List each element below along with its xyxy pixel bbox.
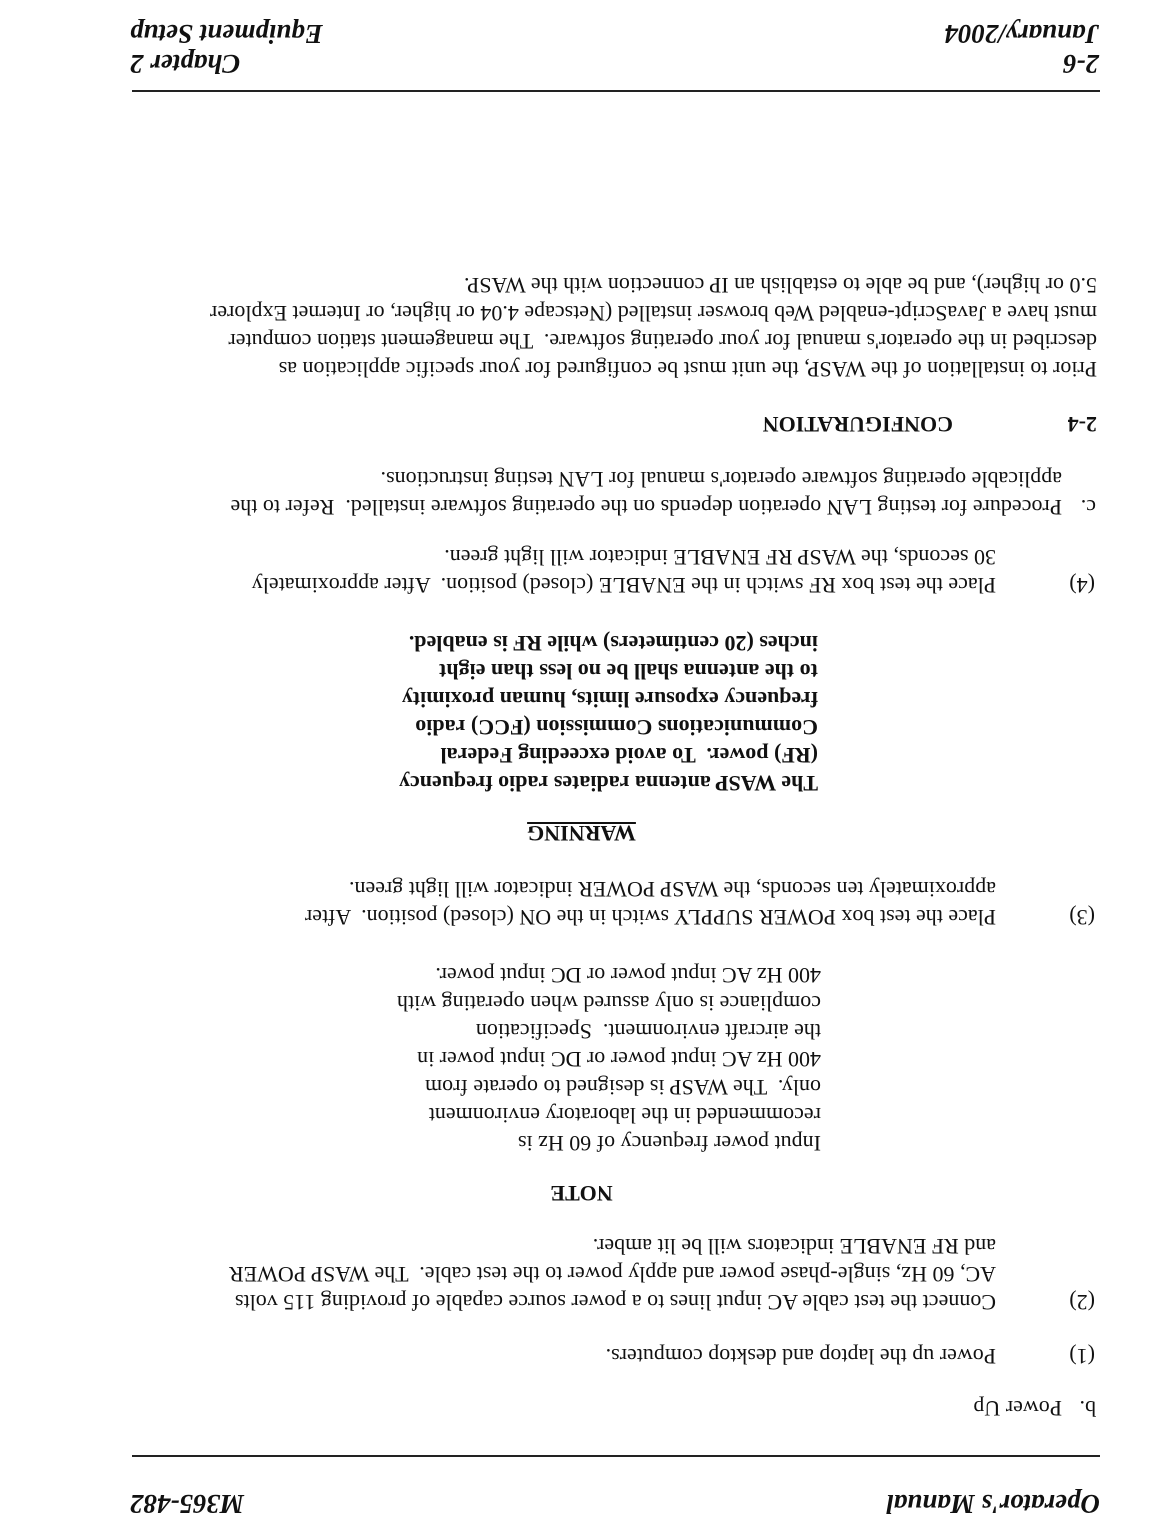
header-rule xyxy=(132,1455,1100,1457)
note-text-line: the aircraft environment. Specification xyxy=(475,1019,821,1044)
configuration-text-line: 5.0 or higher), and be able to establish an IP connection with the WASP. xyxy=(464,273,1097,298)
step-text-line: Connect the test cable AC input lines to a power source capable of providing 115 volts xyxy=(234,1290,996,1315)
step-text-line: 30 seconds, the WASP RF ENABLE indicator will light green. xyxy=(444,545,996,570)
step-text-line: AC, 60 Hz, single-phase power and apply power to the test cable. The WASP POWER xyxy=(228,1262,996,1287)
step-text-line: approximately ten seconds, the WASP POWER indicator will light green. xyxy=(348,877,996,902)
step-number: (1) xyxy=(1069,1344,1095,1369)
configuration-text-line: Prior to installation of the WASP, the unit must be configured for your specific application as xyxy=(278,357,1097,382)
warning-text-line: frequency exposure limits, human proximity xyxy=(401,687,818,712)
section-number: 2-4 xyxy=(1067,412,1097,437)
note-text-line: 400 Hz AC input power or DC input power. xyxy=(435,963,821,988)
step-text-line: and RF ENABLE indicators will be lit amber. xyxy=(592,1234,996,1259)
warning-text-line: inches (20 centimeters) while RF is enabled. xyxy=(408,631,818,656)
warning-text-line: The WASP antenna radiates radio frequency xyxy=(398,771,818,796)
section-title-power-up: Power Up xyxy=(973,1396,1062,1421)
header-manual-title: Operator's Manual xyxy=(886,1489,1100,1519)
step-number: (4) xyxy=(1069,573,1095,598)
warning-title: WARNING xyxy=(527,821,636,846)
note-title: NOTE xyxy=(550,1181,613,1206)
step-text-line: Place the test box RF switch in the ENABLE (closed) position. After approximately xyxy=(251,573,996,598)
configuration-text-line: must have a JavaScript-enabled Web browser installed (Netscape 4.04 or higher, or Internet Explorer xyxy=(209,301,1097,326)
note-text-line: Input power frequency of 60 Hz is xyxy=(517,1131,821,1156)
section-marker-c: c. xyxy=(1080,495,1096,520)
note-text-line: compliance is only assured when operating with xyxy=(396,991,821,1016)
warning-text-line: (RF) power. To avoid exceeding Federal xyxy=(440,743,818,768)
section-marker-b: b. xyxy=(1079,1396,1096,1421)
footer-chapter-title: Equipment Setup xyxy=(130,19,323,49)
section-heading-configuration: CONFIGURATION xyxy=(762,412,953,437)
footer-date: January/2004 xyxy=(944,19,1099,49)
note-text-line: only. The WASP is designed to operate from xyxy=(425,1075,821,1100)
footer-rule xyxy=(132,90,1100,92)
warning-text-line: Communications Commission (FCC) radio xyxy=(415,715,818,740)
footer-page-number: 2-6 xyxy=(1063,49,1099,79)
warning-text-line: to the antenna shall be no less than eight xyxy=(439,659,818,684)
step-text-line: Place the test box POWER SUPPLY switch in the ON (closed) position. After xyxy=(304,905,996,930)
note-text-line: recommended in the laboratory environment xyxy=(428,1103,821,1128)
footer-chapter: Chapter 2 xyxy=(130,49,241,79)
lan-test-text-line: Procedure for testing LAN operation depends on the operating software installed. Refer to the xyxy=(230,495,1062,520)
configuration-text-line: described in the operator's manual for your operating software. The management station computer xyxy=(228,329,1097,354)
step-number: (2) xyxy=(1069,1290,1095,1315)
step-text-line: Power up the laptop and desktop computers. xyxy=(605,1344,996,1369)
lan-test-text-line: applicable operating software operator's manual for LAN testing instructions. xyxy=(380,467,1062,492)
note-text-line: 400 Hz AC input power or DC input power in xyxy=(417,1047,821,1072)
step-number: (3) xyxy=(1069,905,1095,930)
header-document-number: M365-482 xyxy=(130,1489,244,1519)
